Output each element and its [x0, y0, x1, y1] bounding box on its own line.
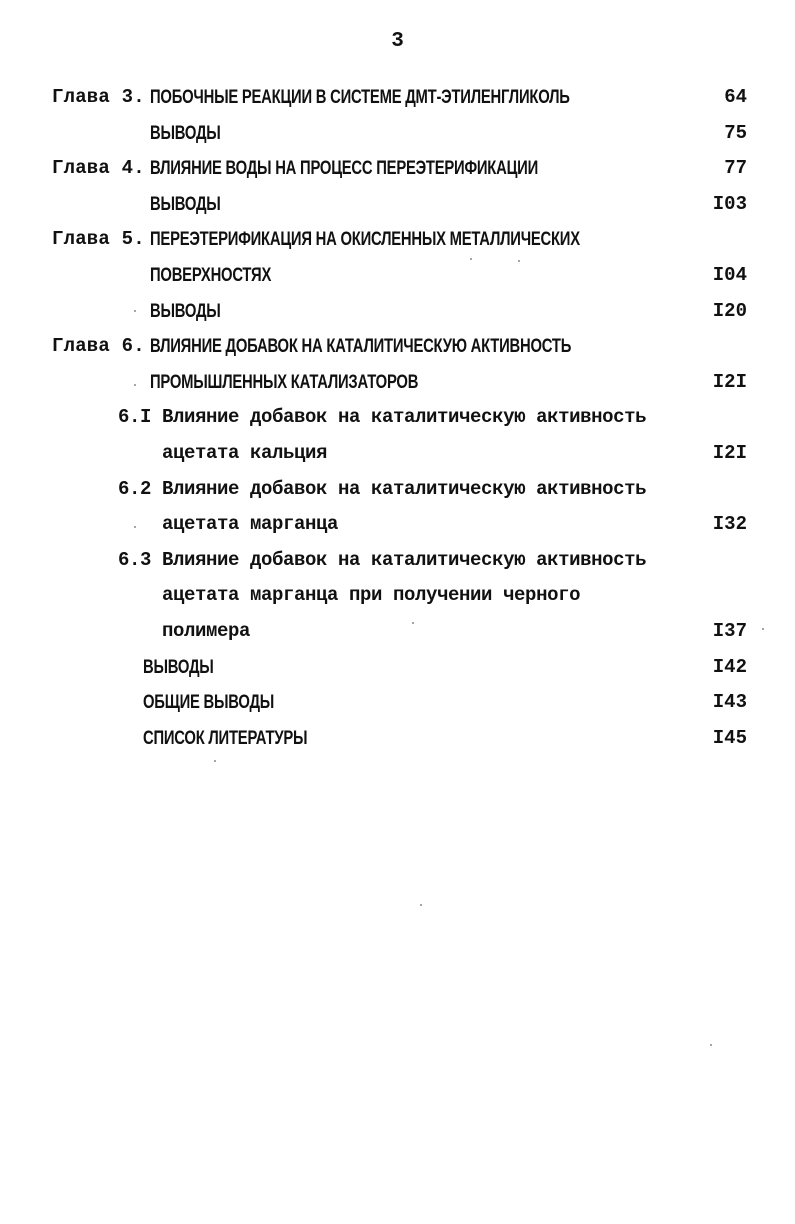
- toc-title: ацетата кальция: [162, 441, 328, 464]
- toc-title: 6.2 Влияние добавок на каталитическую активность: [118, 477, 647, 500]
- toc-entry-chapter-4: [0, 151, 795, 187]
- toc-page-number: I37: [712, 619, 747, 642]
- toc-entry-continuation: [0, 578, 795, 614]
- chapter-label: Глава 6.: [52, 335, 145, 358]
- scan-speck: [710, 1044, 712, 1046]
- toc-entry-references: [0, 721, 795, 757]
- toc-entry-section-6-3: [0, 543, 795, 579]
- toc-title: ВЛИЯНИЕ ДОБАВОК НА КАТАЛИТИЧЕСКУЮ АКТИВНОСТЬ: [150, 336, 572, 358]
- toc-title: ВЫВОДЫ: [143, 656, 214, 678]
- scan-speck: [412, 622, 414, 624]
- toc-entry-chapter-3: [0, 80, 795, 116]
- toc-page-number: 75: [724, 121, 747, 144]
- toc-title: ацетата марганца: [162, 513, 339, 536]
- toc-title: ВЫВОДЫ: [150, 300, 221, 322]
- table-of-contents: [0, 80, 795, 756]
- toc-entry-general-conclusions: [0, 685, 795, 721]
- scan-speck: [518, 260, 520, 262]
- toc-entry-continuation: [0, 507, 795, 543]
- toc-title: СПИСОК ЛИТЕРАТУРЫ: [143, 727, 308, 749]
- toc-page-number: I42: [712, 655, 747, 678]
- toc-title: ПРОМЫШЛЕННЫХ КАТАЛИЗАТОРОВ: [150, 371, 419, 393]
- toc-entry-chapter-6: [0, 329, 795, 365]
- toc-title: 6.3 Влияние добавок на каталитическую активность: [118, 548, 647, 571]
- toc-entry-continuation: [0, 365, 795, 401]
- toc-entry-continuation: [0, 614, 795, 650]
- toc-title: ОБЩИЕ ВЫВОДЫ: [143, 692, 275, 714]
- toc-title: ВЫВОДЫ: [150, 193, 221, 215]
- toc-entry-conclusions: [0, 116, 795, 152]
- chapter-label: Глава 3.: [52, 86, 145, 108]
- scan-speck: [420, 904, 422, 906]
- toc-entry-conclusions: [0, 294, 795, 330]
- toc-page-number: I2I: [712, 370, 747, 393]
- toc-entry-conclusions: [0, 187, 795, 223]
- scan-speck: [214, 760, 216, 762]
- scan-speck: [134, 310, 136, 312]
- scan-speck: [134, 526, 136, 528]
- toc-entry-continuation: [0, 258, 795, 294]
- toc-page-number: I2I: [712, 441, 747, 464]
- toc-title: ацетата марганца при получении черного: [162, 584, 581, 607]
- toc-entry-section-6-1: [0, 400, 795, 436]
- chapter-label: Глава 4.: [52, 157, 145, 180]
- toc-title: ПЕРЕЭТЕРИФИКАЦИЯ НА ОКИСЛЕННЫХ МЕТАЛЛИЧЕСКИХ: [150, 229, 580, 251]
- toc-title: ВЛИЯНИЕ ВОДЫ НА ПРОЦЕСС ПЕРЕЭТЕРИФИКАЦИИ: [150, 158, 539, 180]
- toc-title: ПОБОЧНЫЕ РЕАКЦИИ В СИСТЕМЕ ДМТ-ЭТИЛЕНГЛИКОЛЬ: [150, 87, 570, 108]
- toc-entry-chapter-6-conclusions: [0, 650, 795, 686]
- scan-speck: [134, 384, 136, 386]
- toc-title: ПОВЕРХНОСТЯХ: [150, 264, 272, 286]
- toc-page-number: I03: [712, 192, 747, 215]
- toc-title: полимера: [162, 619, 251, 642]
- toc-page-number: I43: [712, 691, 747, 714]
- toc-title: 6.I Влияние добавок на каталитическую активность: [118, 406, 647, 429]
- scan-speck: [762, 628, 764, 630]
- toc-title: ВЫВОДЫ: [150, 122, 221, 144]
- toc-page-number: I04: [712, 263, 747, 286]
- toc-page-number: 77: [724, 157, 747, 180]
- scan-speck: [470, 258, 472, 260]
- toc-entry-chapter-5: [0, 222, 795, 258]
- toc-page-number: I32: [712, 513, 747, 536]
- toc-page-number: I45: [712, 726, 747, 749]
- toc-entry-section-6-2: [0, 472, 795, 508]
- toc-page-number: 64: [724, 86, 747, 108]
- page-number: 3: [391, 30, 404, 53]
- toc-entry-continuation: [0, 436, 795, 472]
- toc-page-number: I20: [712, 299, 747, 322]
- chapter-label: Глава 5.: [52, 228, 145, 251]
